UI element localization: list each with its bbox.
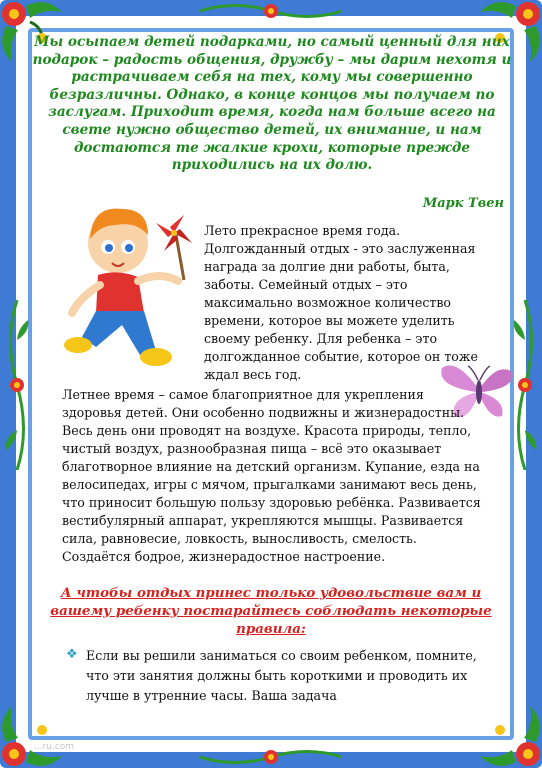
rules-title: А чтобы отдых принес только удовольствие вам и вашему ребенку постарайтесь соблюдать некоторые правила: — [50, 585, 492, 637]
quote-text: Мы осыпаем детей подарками, но самый ценный для них подарок – радость общения, дружбу – мы дарим нехотя и растрачиваем себя на тех, кому мы совершенно безразличны. Однако, в конце концов мы получаем по заслугам. Приходит время, когда нам больше всего на свете нужно общество детей, их внимание, и нам достаются те жалкие крохи, которые прежде приходились на их долю. — [32, 34, 512, 174]
rule-item-text: Если вы решили заниматься со своим ребенком, помните, что эти занятия должны быть короткими и проводить их лучше в утренние часы. Ваша задача — [86, 648, 477, 703]
bullet-diamond-icon: ❖ — [66, 647, 78, 662]
summer-health-paragraph: Летнее время – самое благоприятное для укрепления здоровья детей. Они особенно подвижны и жизнерадостны. Весь день они проводят на воздухе. Красота природы, тепло, чистый воздух, разнообразная пища – всё это оказывает благотворное влияние на детский организм. Купание, езда на велосипедах, игры с мячом, прыгалками занимают весь день, что приносит большую пользу здоровью ребёнка. Развивается вестибулярный аппарат, укрепляются мышцы. Развивается сила, равновесие, ловкость, выносливость, смелость. Создаётся бодрое, жизнерадостное настроение. — [62, 387, 481, 564]
corner-ornament-bottom-left — [0, 702, 66, 772]
watermark: ...ru.com — [34, 742, 75, 752]
quote-author: Марк Твен — [422, 196, 504, 211]
boy-with-pinwheel-illustration — [56, 195, 196, 385]
bottom-ornament — [200, 746, 342, 768]
side-ornament-left — [2, 300, 32, 470]
intro-paragraph: Лето прекрасное время года. Долгожданный отдых - это заслуженная награда за долгие дни работы, быта, заботы. Семейный отдых – это максимально возможное количество времени, которое вы можете уделить своему ребенку. Для ребенка – это долгожданное событие, которое он тоже ждал весь год. — [204, 223, 478, 382]
corner-ornament-bottom-right — [476, 702, 542, 772]
top-ornament — [200, 0, 342, 22]
rule-item — [70, 646, 490, 706]
